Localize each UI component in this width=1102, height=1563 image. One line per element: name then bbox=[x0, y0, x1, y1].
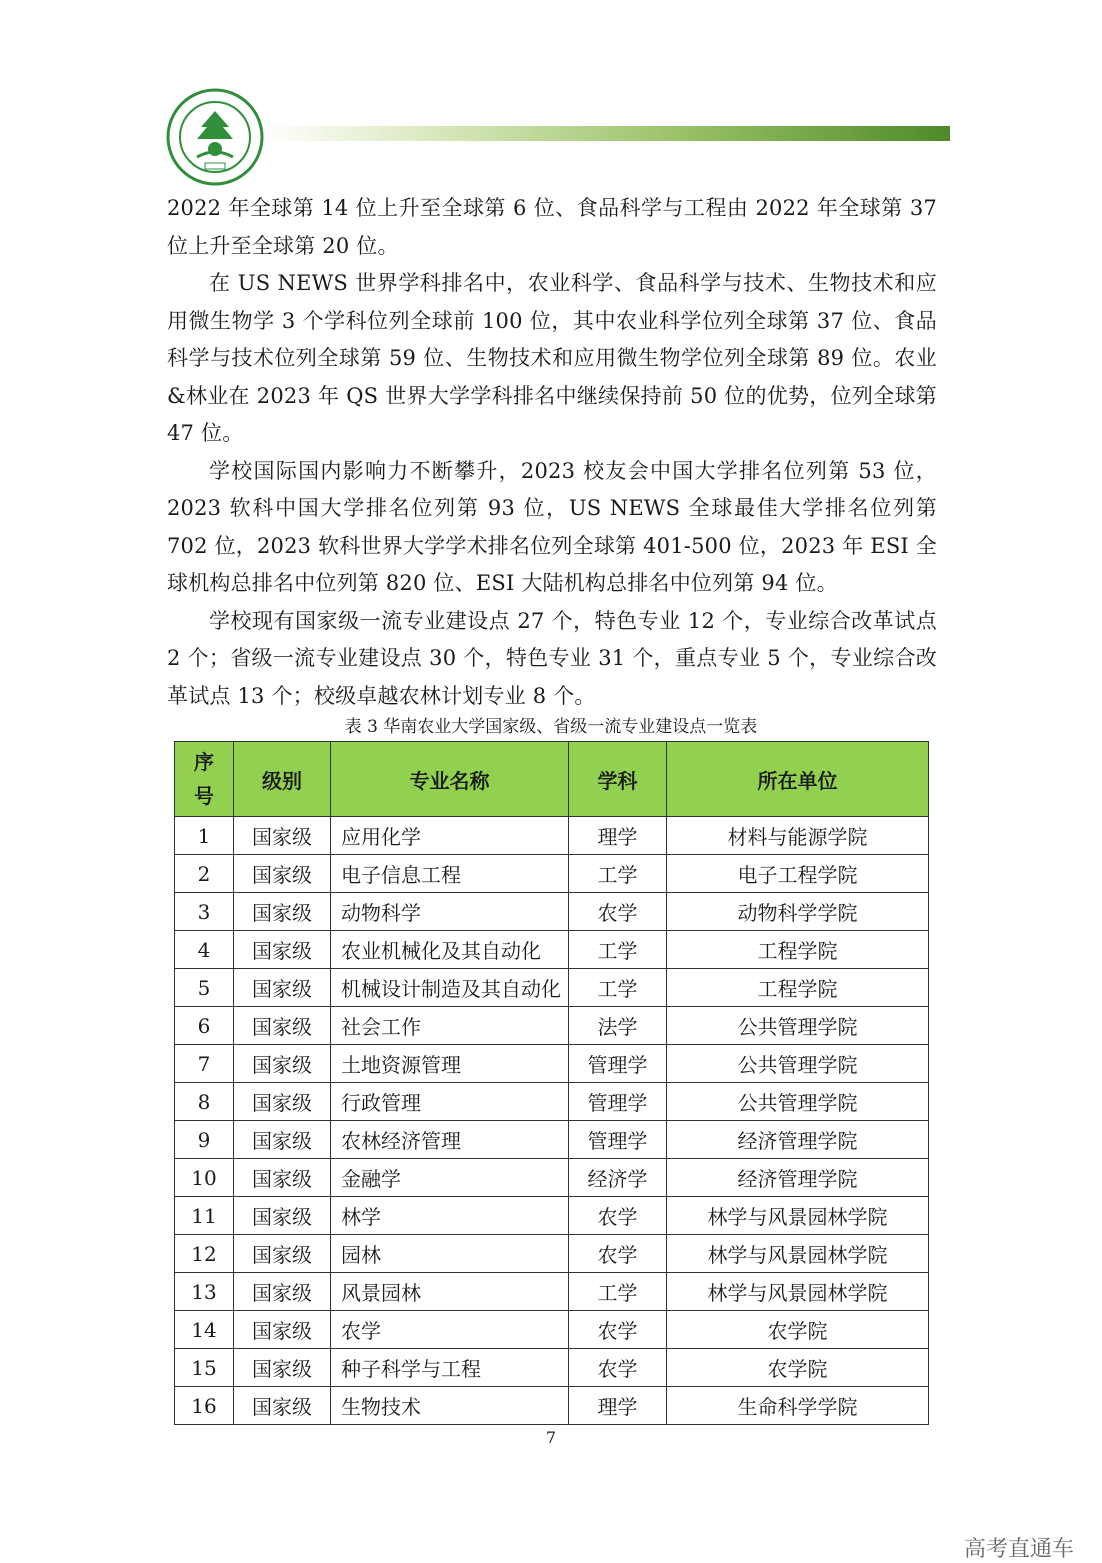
cell-major: 生物技术 bbox=[331, 1387, 569, 1425]
cell-unit: 电子工程学院 bbox=[667, 855, 929, 893]
cell-discipline: 农学 bbox=[569, 1311, 667, 1349]
cell-level: 国家级 bbox=[234, 1007, 331, 1045]
cell-discipline: 农学 bbox=[569, 1197, 667, 1235]
majors-table bbox=[174, 741, 929, 1425]
table-row bbox=[175, 1007, 929, 1045]
cell-level: 国家级 bbox=[234, 1083, 331, 1121]
cell-seq: 13 bbox=[175, 1273, 234, 1311]
cell-discipline: 经济学 bbox=[569, 1159, 667, 1197]
cell-unit: 公共管理学院 bbox=[667, 1007, 929, 1045]
cell-level: 国家级 bbox=[234, 1349, 331, 1387]
cell-major: 金融学 bbox=[331, 1159, 569, 1197]
cell-unit: 动物科学学院 bbox=[667, 893, 929, 931]
cell-level: 国家级 bbox=[234, 1235, 331, 1273]
cell-seq: 10 bbox=[175, 1159, 234, 1197]
cell-level: 国家级 bbox=[234, 1121, 331, 1159]
cell-discipline: 管理学 bbox=[569, 1045, 667, 1083]
cell-unit: 林学与风景园林学院 bbox=[667, 1273, 929, 1311]
header-discipline: 学科 bbox=[569, 742, 667, 817]
cell-level: 国家级 bbox=[234, 969, 331, 1007]
watermark: 高考直通车 bbox=[963, 1537, 1074, 1562]
cell-discipline: 工学 bbox=[569, 931, 667, 969]
cell-level: 国家级 bbox=[234, 931, 331, 969]
table-row bbox=[175, 969, 929, 1007]
cell-level: 国家级 bbox=[234, 1387, 331, 1425]
cell-discipline: 工学 bbox=[569, 1273, 667, 1311]
table-row bbox=[175, 931, 929, 969]
header-level: 级别 bbox=[234, 742, 331, 817]
table-row bbox=[175, 893, 929, 931]
cell-major: 土地资源管理 bbox=[331, 1045, 569, 1083]
table-caption: 表 3 华南农业大学国家级、省级一流专业建设点一览表 bbox=[344, 717, 758, 737]
cell-level: 国家级 bbox=[234, 1159, 331, 1197]
table-row bbox=[175, 1273, 929, 1311]
header-major: 专业名称 bbox=[331, 742, 569, 817]
table-row bbox=[175, 855, 929, 893]
cell-seq: 7 bbox=[175, 1045, 234, 1083]
cell-level: 国家级 bbox=[234, 1273, 331, 1311]
paragraph-4: 学校现有国家级一流专业建设点 27 个，特色专业 12 个，专业综合改革试点 2 个；省级一流专业建设点 30 个，特色专业 31 个，重点专业 5 个，专业综合改革试点 13 个；校级卓越农林计划专业 8 个。 bbox=[167, 608, 937, 708]
table-row bbox=[175, 1045, 929, 1083]
cell-seq: 16 bbox=[175, 1387, 234, 1425]
cell-level: 国家级 bbox=[234, 1197, 331, 1235]
table-row bbox=[175, 1349, 929, 1387]
cell-major: 社会工作 bbox=[331, 1007, 569, 1045]
cell-discipline: 农学 bbox=[569, 1235, 667, 1273]
body-text bbox=[167, 190, 937, 715]
cell-major: 动物科学 bbox=[331, 893, 569, 931]
cell-unit: 工程学院 bbox=[667, 931, 929, 969]
table-row bbox=[175, 1387, 929, 1425]
cell-major: 应用化学 bbox=[331, 817, 569, 855]
cell-seq: 1 bbox=[175, 817, 234, 855]
cell-seq: 8 bbox=[175, 1083, 234, 1121]
cell-discipline: 法学 bbox=[569, 1007, 667, 1045]
cell-major: 种子科学与工程 bbox=[331, 1349, 569, 1387]
cell-discipline: 农学 bbox=[569, 1349, 667, 1387]
table-row bbox=[175, 1311, 929, 1349]
cell-discipline: 理学 bbox=[569, 1387, 667, 1425]
table-row bbox=[175, 1083, 929, 1121]
cell-level: 国家级 bbox=[234, 1311, 331, 1349]
table-row bbox=[175, 1197, 929, 1235]
cell-unit: 林学与风景园林学院 bbox=[667, 1235, 929, 1273]
cell-seq: 2 bbox=[175, 855, 234, 893]
table-row bbox=[175, 817, 929, 855]
university-seal-icon bbox=[165, 87, 265, 187]
cell-major: 园林 bbox=[331, 1235, 569, 1273]
paragraph-1: 2022 年全球第 14 位上升至全球第 6 位、食品科学与工程由 2022 年全球第 37 位上升至全球第 20 位。 bbox=[167, 196, 937, 258]
cell-major: 电子信息工程 bbox=[331, 855, 569, 893]
cell-unit: 农学院 bbox=[667, 1349, 929, 1387]
cell-discipline: 工学 bbox=[569, 855, 667, 893]
cell-seq: 4 bbox=[175, 931, 234, 969]
table-row bbox=[175, 1235, 929, 1273]
cell-seq: 11 bbox=[175, 1197, 234, 1235]
header-unit: 所在单位 bbox=[667, 742, 929, 817]
cell-major: 农林经济管理 bbox=[331, 1121, 569, 1159]
cell-seq: 5 bbox=[175, 969, 234, 1007]
cell-major: 农业机械化及其自动化 bbox=[331, 931, 569, 969]
paragraph-2: 在 US NEWS 世界学科排名中，农业科学、食品科学与技术、生物技术和应用微生物学 3 个学科位列全球前 100 位，其中农业科学位列全球第 37 位、食品科学与技术位列全球第 59 位、生物技术和应用微生物学位列全球第 89 位。农业&林业在 2023 年 QS 世界大学学科排名中继续保持前 50 位的优势，位列全球第 47 位。 bbox=[167, 271, 937, 445]
cell-level: 国家级 bbox=[234, 1045, 331, 1083]
cell-level: 国家级 bbox=[234, 893, 331, 931]
cell-unit: 工程学院 bbox=[667, 969, 929, 1007]
cell-discipline: 工学 bbox=[569, 969, 667, 1007]
cell-discipline: 管理学 bbox=[569, 1083, 667, 1121]
cell-discipline: 管理学 bbox=[569, 1121, 667, 1159]
header-gradient-bar bbox=[262, 126, 950, 141]
cell-unit: 经济管理学院 bbox=[667, 1159, 929, 1197]
cell-level: 国家级 bbox=[234, 817, 331, 855]
page-header bbox=[0, 0, 1102, 190]
cell-discipline: 理学 bbox=[569, 817, 667, 855]
header-seq bbox=[175, 742, 234, 817]
cell-seq: 3 bbox=[175, 893, 234, 931]
table-header-row bbox=[175, 742, 929, 817]
cell-major: 行政管理 bbox=[331, 1083, 569, 1121]
table-row bbox=[175, 1121, 929, 1159]
header-seq-line2: 号 bbox=[194, 784, 214, 808]
cell-discipline: 农学 bbox=[569, 893, 667, 931]
cell-seq: 9 bbox=[175, 1121, 234, 1159]
cell-seq: 12 bbox=[175, 1235, 234, 1273]
cell-major: 林学 bbox=[331, 1197, 569, 1235]
cell-seq: 14 bbox=[175, 1311, 234, 1349]
cell-unit: 经济管理学院 bbox=[667, 1121, 929, 1159]
cell-unit: 材料与能源学院 bbox=[667, 817, 929, 855]
cell-seq: 6 bbox=[175, 1007, 234, 1045]
cell-major: 机械设计制造及其自动化 bbox=[331, 969, 569, 1007]
cell-unit: 公共管理学院 bbox=[667, 1083, 929, 1121]
page-number: 7 bbox=[545, 1428, 557, 1447]
table-row bbox=[175, 1159, 929, 1197]
cell-unit: 农学院 bbox=[667, 1311, 929, 1349]
cell-level: 国家级 bbox=[234, 855, 331, 893]
cell-unit: 林学与风景园林学院 bbox=[667, 1197, 929, 1235]
cell-unit: 公共管理学院 bbox=[667, 1045, 929, 1083]
paragraph-3: 学校国际国内影响力不断攀升，2023 校友会中国大学排名位列第 53 位，2023 软科中国大学排名位列第 93 位，US NEWS 全球最佳大学排名位列第 702 位，2023 软科世界大学学术排名位列全球第 401-500 位，2023 年 ESI 全球机构总排名中位列第 820 位、ESI 大陆机构总排名中位列第 94 位。 bbox=[167, 458, 937, 595]
cell-major: 风景园林 bbox=[331, 1273, 569, 1311]
cell-seq: 15 bbox=[175, 1349, 234, 1387]
header-seq-line1: 序 bbox=[194, 750, 214, 774]
cell-major: 农学 bbox=[331, 1311, 569, 1349]
cell-unit: 生命科学学院 bbox=[667, 1387, 929, 1425]
